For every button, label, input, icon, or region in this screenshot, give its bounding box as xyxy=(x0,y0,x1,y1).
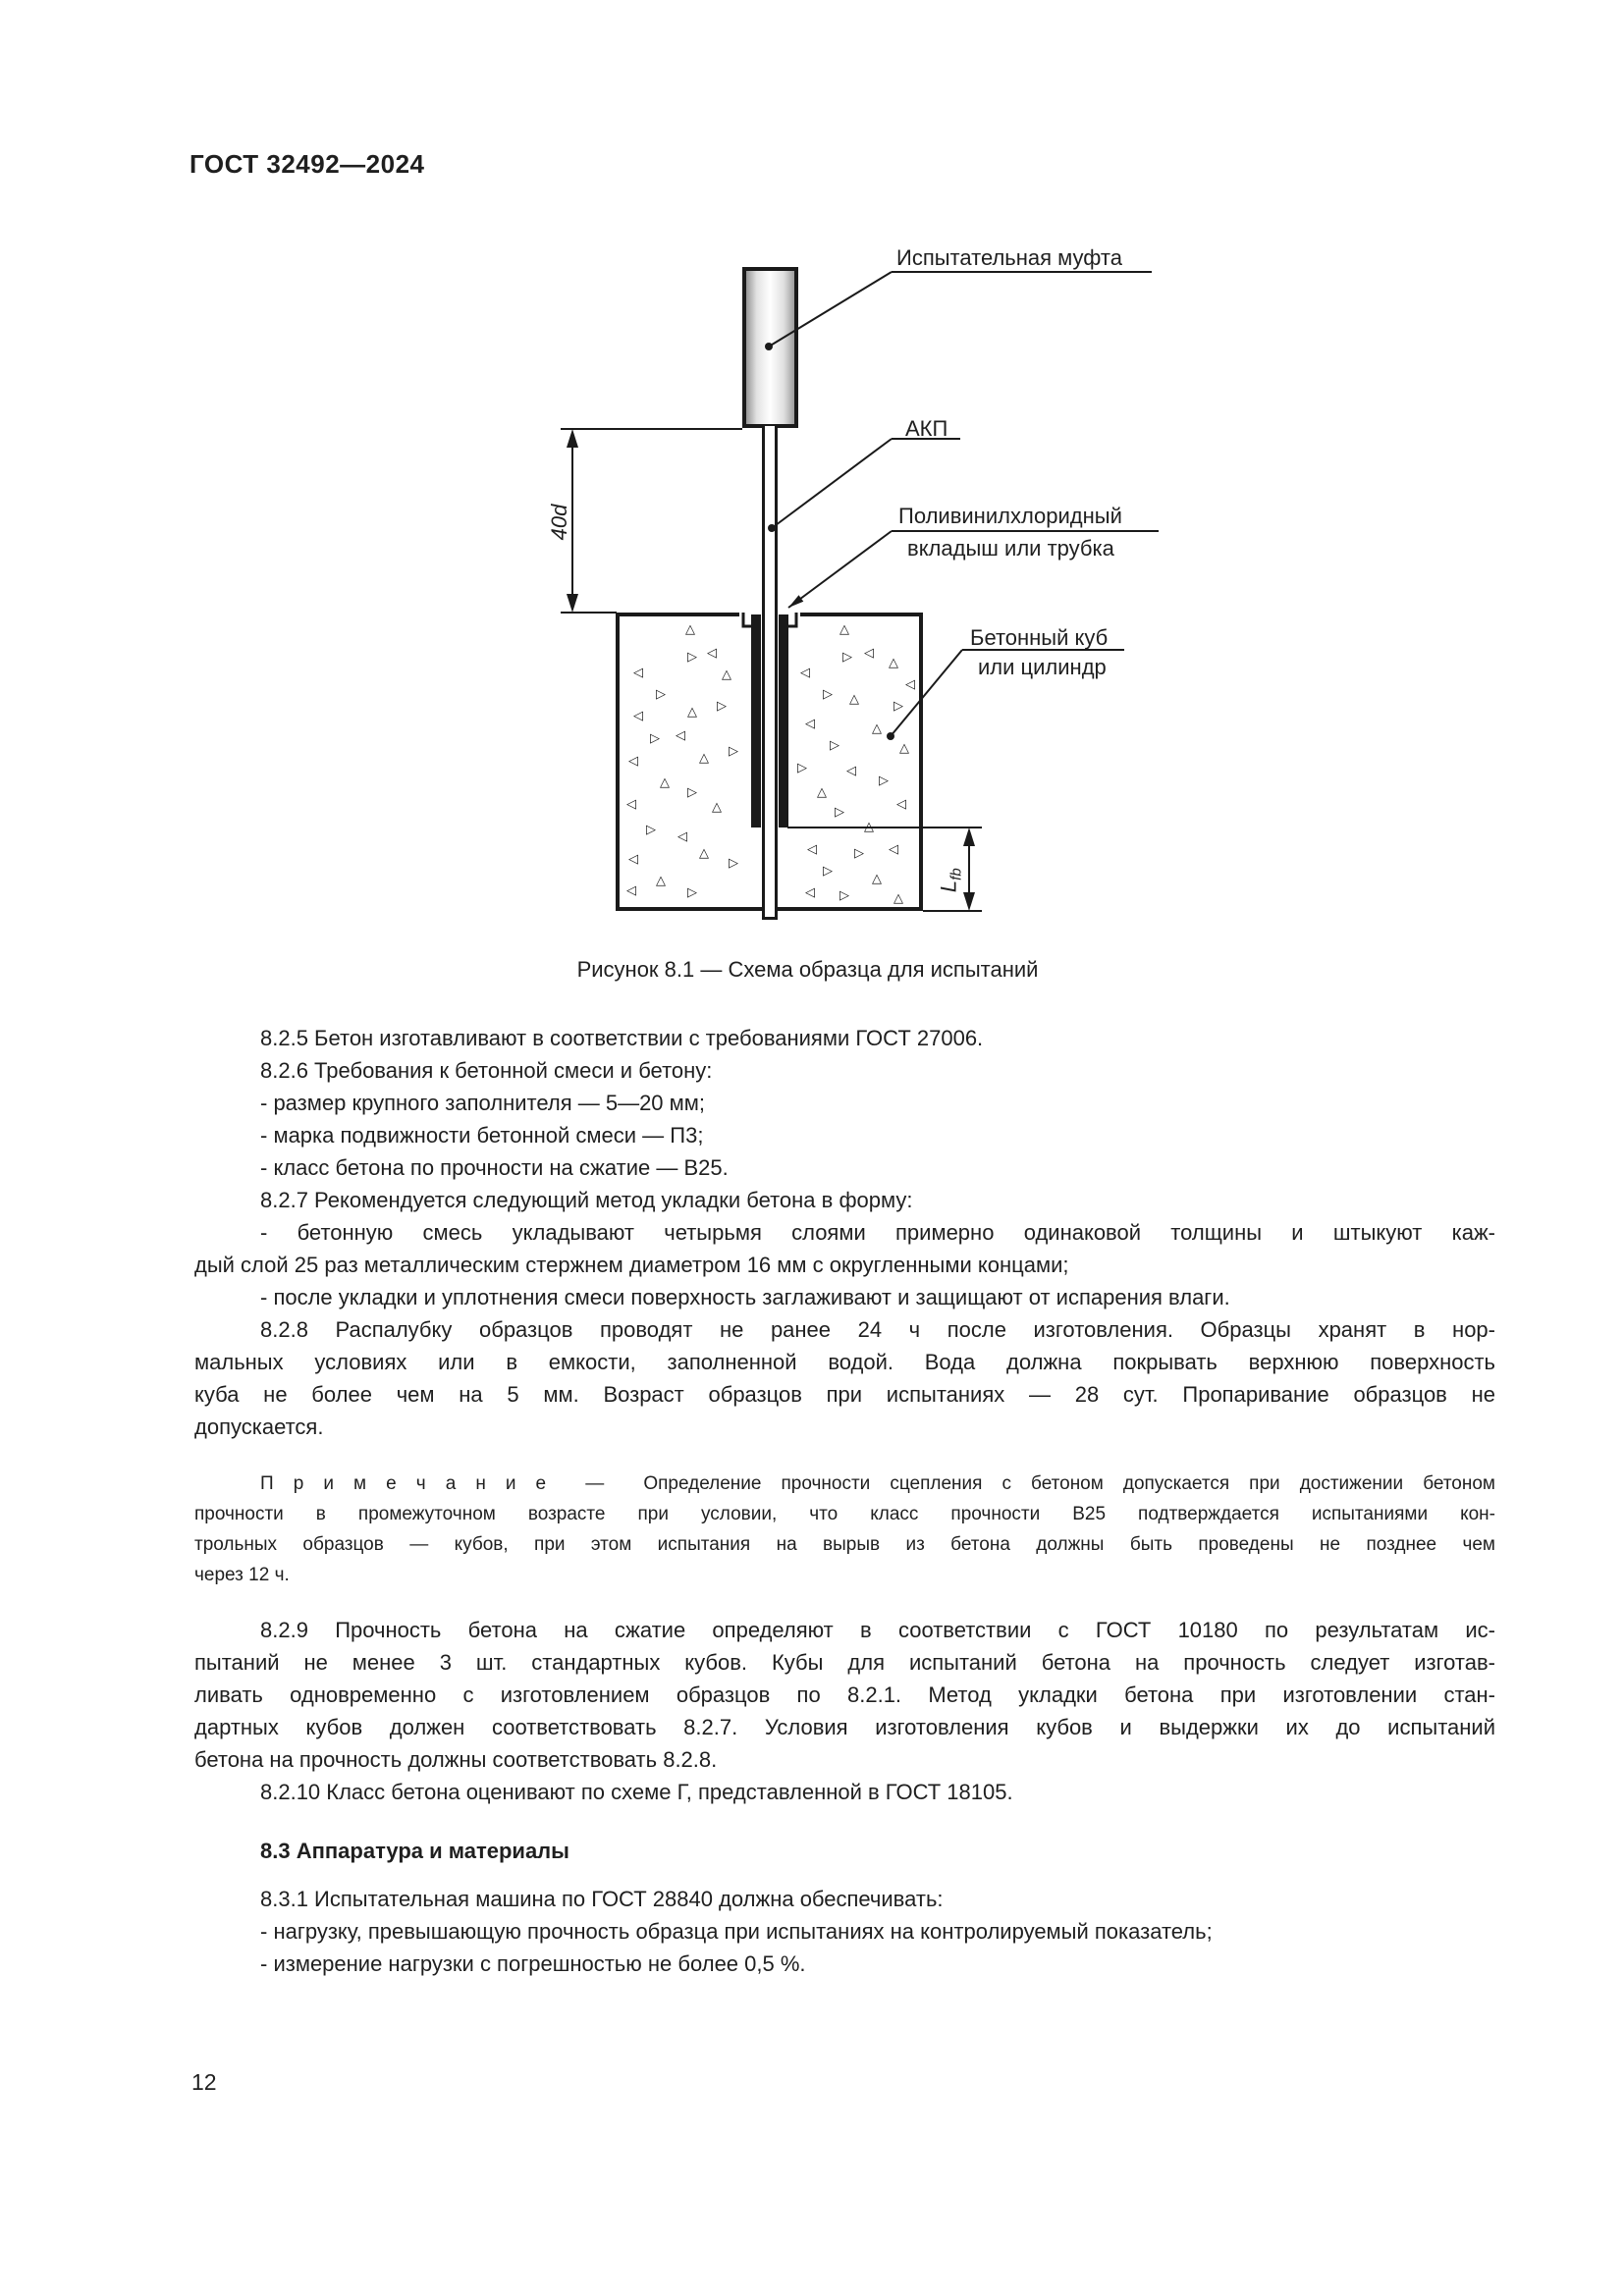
text-line: - размер крупного заполнителя — 5—20 мм; xyxy=(260,1091,706,1115)
aggregate-mark: ◁ xyxy=(626,882,636,897)
lfb-subscript: fb xyxy=(947,868,965,881)
text-line: 8.2.7 Рекомендуется следующий метод укладки бетона в форму: xyxy=(260,1188,913,1212)
label-cube-line2: или цилиндр xyxy=(978,655,1107,679)
aggregate-mark: ▷ xyxy=(650,730,660,745)
aggregate-mark: △ xyxy=(889,655,898,669)
text-line: куба не более чем на 5 мм. Возраст образцов при испытаниях — 28 сут. Пропаривание образцов не xyxy=(194,1382,1495,1407)
aggregate-mark: △ xyxy=(712,799,722,814)
dimension-40d: 40d xyxy=(547,504,571,541)
label-pvc-line2: вкладыш или трубка xyxy=(907,536,1114,561)
aggregate-mark: ◁ xyxy=(676,727,685,742)
aggregate-mark: △ xyxy=(685,621,695,636)
text-line: бетона на прочность должны соответствовать 8.2.8. xyxy=(194,1747,718,1772)
standard-designation: ГОСТ 32492—2024 xyxy=(189,149,425,179)
text-line: дартных кубов должен соответствовать 8.2.7. Условия изготовления кубов и выдержки их до испытаний xyxy=(194,1715,1495,1739)
text-line: прочности в промежуточном возрасте при условии, что класс прочности В25 подтверждается испытаниями кон- xyxy=(194,1504,1495,1524)
aggregate-mark: △ xyxy=(687,704,697,719)
text-line: 8.2.5 Бетон изготавливают в соответствии с требованиями ГОСТ 27006. xyxy=(260,1026,984,1050)
label-pvc-line1: Поливинилхлоридный xyxy=(898,504,1122,528)
aggregate-mark: ▷ xyxy=(823,863,833,878)
aggregate-mark: △ xyxy=(699,750,709,765)
aggregate-mark: △ xyxy=(872,871,882,885)
text-line: ливать одновременно с изготовлением образцов по 8.2.1. Метод укладки бетона при изготовлении стан- xyxy=(194,1682,1495,1707)
aggregate-mark: ▷ xyxy=(717,698,727,713)
aggregate-mark: ◁ xyxy=(626,796,636,811)
aggregate-mark: ◁ xyxy=(896,796,906,811)
aggregate-mark: △ xyxy=(872,721,882,735)
aggregate-mark: ▷ xyxy=(646,822,656,836)
aggregate-mark: △ xyxy=(817,784,827,799)
aggregate-mark: ◁ xyxy=(805,716,815,730)
aggregate-mark: ◁ xyxy=(633,665,643,679)
text-line: 8.3.1 Испытательная машина по ГОСТ 28840 должна обеспечивать: xyxy=(260,1887,944,1911)
aggregate-mark: ◁ xyxy=(807,841,817,856)
text-line: - марка подвижности бетонной смеси — П3; xyxy=(260,1123,704,1148)
aggregate-mark: △ xyxy=(660,774,670,789)
aggregate-mark: ▷ xyxy=(797,760,807,774)
aggregate-mark: ◁ xyxy=(633,708,643,722)
aggregate-mark: ▷ xyxy=(729,855,738,870)
aggregate-mark: ▷ xyxy=(879,773,889,787)
aggregate-mark: ◁ xyxy=(864,645,874,660)
aggregate-mark: ◁ xyxy=(889,841,898,856)
lfb-symbol: L xyxy=(936,880,961,893)
aggregate-mark: ▷ xyxy=(687,649,697,664)
aggregate-mark: ◁ xyxy=(628,753,638,768)
text-line: допускается. xyxy=(194,1415,324,1439)
aggregate-mark: ▷ xyxy=(687,884,697,899)
aggregate-mark: ◁ xyxy=(905,676,915,691)
aggregate-mark: ▷ xyxy=(842,649,852,664)
text-line: - измерение нагрузки с погрешностью не более 0,5 %. xyxy=(260,1951,806,1976)
aggregate-mark: △ xyxy=(722,667,731,681)
figure-caption: Рисунок 8.1 — Схема образца для испытаний xyxy=(576,957,1039,982)
text-line: мальных условиях или в емкости, заполненной водой. Вода должна покрывать верхнюю поверхность xyxy=(194,1350,1495,1374)
aggregate-mark: ◁ xyxy=(677,828,687,843)
aggregate-mark: ▷ xyxy=(729,743,738,758)
aggregate-mark: △ xyxy=(656,873,666,887)
aggregate-mark: △ xyxy=(864,819,874,833)
text-line: - класс бетона по прочности на сжатие — В25. xyxy=(260,1155,729,1180)
aggregate-mark: ◁ xyxy=(846,763,856,777)
figure-8-1 xyxy=(0,0,1624,1001)
aggregate-mark: ◁ xyxy=(707,645,717,660)
aggregate-mark: ◁ xyxy=(800,665,810,679)
aggregate-mark: ▷ xyxy=(687,784,697,799)
text-line: 8.2.6 Требования к бетонной смеси и бетону: xyxy=(260,1058,713,1083)
aggregate-mark: △ xyxy=(699,845,709,860)
label-cube-line1: Бетонный куб xyxy=(970,625,1109,650)
aggregate-mark: ◁ xyxy=(805,884,815,899)
aggregate-mark: ▷ xyxy=(854,845,864,860)
label-rod: АКП xyxy=(905,416,948,441)
figure-linework xyxy=(530,236,1198,1001)
page-number: 12 xyxy=(191,2069,217,2095)
text-line: 8.2.8 Распалубку образцов проводят не ранее 24 ч после изготовления. Образцы хранят в нор- xyxy=(260,1317,1495,1342)
text-line: через 12 ч. xyxy=(194,1565,290,1585)
text-line: трольных образцов — кубов, при этом испытания на вырыв из бетона должны быть проведены не позднее чем xyxy=(194,1534,1495,1555)
text-line: 8.3 Аппаратура и материалы xyxy=(260,1839,569,1863)
aggregate-mark: ▷ xyxy=(893,698,903,713)
aggregate-mark: ◁ xyxy=(628,851,638,866)
aggregate-mark: ▷ xyxy=(839,887,849,902)
text-line: П р и м е ч а н и е — Определение прочности сцепления с бетоном допускается при достижении бетоном xyxy=(260,1473,1495,1494)
aggregate-mark: ▷ xyxy=(656,686,666,701)
text-line: дый слой 25 раз металлическим стержнем диаметром 16 мм с округленными концами; xyxy=(194,1253,1069,1277)
aggregate-mark: △ xyxy=(893,890,903,905)
aggregate-mark: ▷ xyxy=(835,804,844,819)
aggregate-mark: △ xyxy=(849,691,859,706)
text-line: 8.2.10 Класс бетона оценивают по схеме Г, представленной в ГОСТ 18105. xyxy=(260,1780,1013,1804)
text-line: - нагрузку, превышающую прочность образца при испытаниях на контролируемый показатель; xyxy=(260,1919,1213,1944)
aggregate-mark: ▷ xyxy=(830,737,839,752)
aggregate-mark: △ xyxy=(899,740,909,755)
text-line: - бетонную смесь укладывают четырьмя слоями примерно одинаковой толщины и штыкуют каж- xyxy=(260,1220,1495,1245)
text-line: - после укладки и уплотнения смеси поверхность заглаживают и защищают от испарения влаги. xyxy=(260,1285,1230,1309)
aggregate-mark: △ xyxy=(839,621,849,636)
body-text xyxy=(194,1022,1495,1980)
text-line: пытаний не менее 3 шт. стандартных кубов. Кубы для испытаний бетона на прочность следует изготав- xyxy=(194,1650,1495,1675)
label-test-sleeve: Испытательная муфта xyxy=(896,245,1122,270)
text-line: 8.2.9 Прочность бетона на сжатие определяют в соответствии с ГОСТ 10180 по результатам ис- xyxy=(260,1618,1495,1642)
aggregate-mark: ▷ xyxy=(823,686,833,701)
